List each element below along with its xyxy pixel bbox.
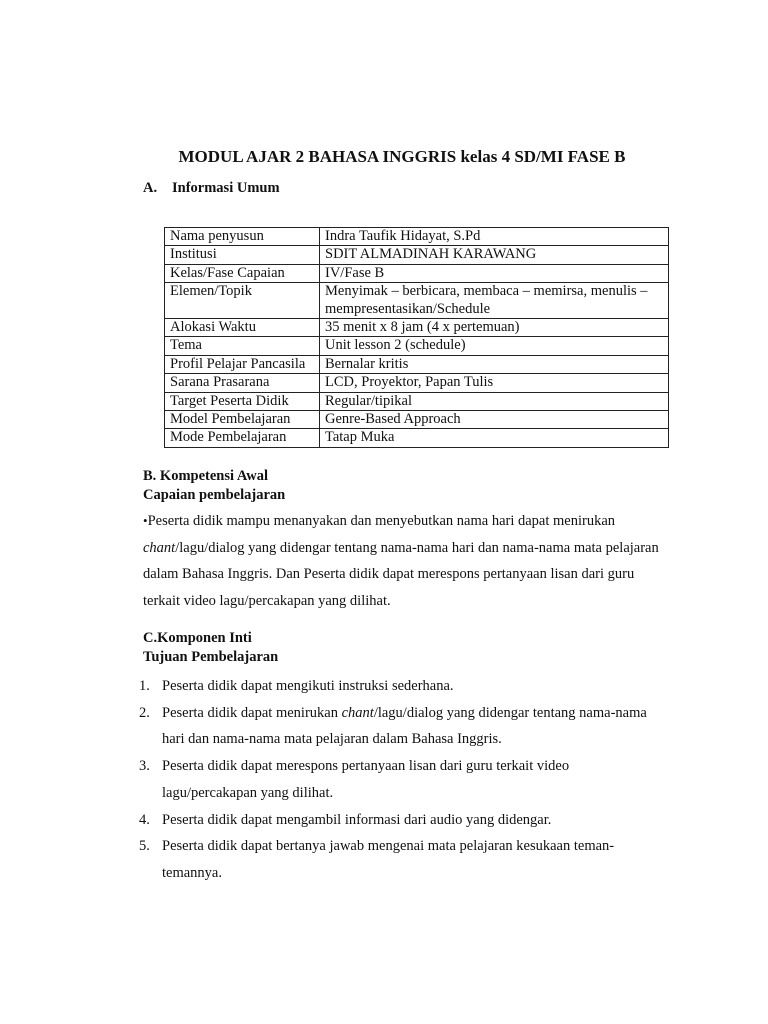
- info-key: Institusi: [165, 246, 320, 264]
- info-value: LCD, Proyektor, Papan Tulis: [320, 374, 669, 392]
- list-item-number: 1.: [139, 678, 150, 694]
- list-item-text: Peserta didik dapat menirukan: [162, 704, 342, 721]
- list-item-text: Peserta didik dapat mengikuti instruksi sederhana.: [162, 678, 454, 694]
- section-c-subheading: Tujuan Pembelajaran: [143, 649, 279, 665]
- list-item: [133, 807, 653, 834]
- info-table: [164, 227, 669, 448]
- info-value: Bernalar kritis: [320, 355, 669, 373]
- section-c-heading: C.Komponen Inti: [143, 630, 252, 646]
- info-value: Indra Taufik Hidayat, S.Pd: [320, 228, 669, 246]
- info-key: Kelas/Fase Capaian: [165, 264, 320, 282]
- list-item-text: Peserta didik dapat bertanya jawab mengenai mata pelajaran kesukaan teman-temannya.: [162, 838, 615, 881]
- document-title: MODUL AJAR 2 BAHASA INGGRIS kelas 4 SD/MI FASE B: [178, 147, 626, 166]
- info-value: SDIT ALMADINAH KARAWANG: [320, 246, 669, 264]
- section-a-number: A.: [143, 180, 158, 196]
- info-value: Unit lesson 2 (schedule): [320, 337, 669, 355]
- info-value: Regular/tipikal: [320, 392, 669, 410]
- info-row: [165, 337, 669, 355]
- info-key: Elemen/Topik: [165, 283, 320, 319]
- list-item-number: 4.: [139, 811, 150, 828]
- list-item-italic: chant: [341, 704, 374, 721]
- goals-list: [133, 673, 653, 887]
- paragraph-italic: chant: [143, 539, 176, 556]
- info-value: IV/Fase B: [320, 264, 669, 282]
- info-value: Menyimak – berbicara, membaca – memirsa, menulis – mempresentasikan/Schedule: [320, 283, 669, 319]
- info-row: [165, 228, 669, 246]
- info-row: [165, 411, 669, 429]
- bullet-marker: •: [143, 513, 148, 528]
- list-item-text: Peserta didik dapat merespons pertanyaan lisan dari guru terkait video lagu/percakapan yang dilihat.: [162, 758, 570, 801]
- info-key: Nama penyusun: [165, 228, 320, 246]
- info-key: Target Peserta Didik: [165, 392, 320, 410]
- list-item: [133, 833, 653, 886]
- info-row: [165, 429, 669, 447]
- list-item-number: 5.: [139, 838, 150, 855]
- list-item: [133, 700, 653, 753]
- section-a-heading: [143, 180, 280, 197]
- info-key: Tema: [165, 337, 320, 355]
- info-value: Genre-Based Approach: [320, 411, 669, 429]
- list-item: [133, 753, 653, 806]
- info-row: [165, 319, 669, 337]
- section-b-paragraph: [143, 508, 673, 614]
- info-row: [165, 392, 669, 410]
- info-key: Profil Pelajar Pancasila: [165, 355, 320, 373]
- paragraph-text-2: /lagu/dialog yang didengar tentang nama-nama hari dan nama-nama mata pelajaran dalam Bahasa Inggris. Dan Peserta didik dapat merespons pertanyaan lisan dari guru terkait video lagu/percakapan yang dilihat.: [143, 539, 659, 609]
- list-item-number: 2.: [139, 704, 150, 721]
- paragraph-text-1: Peserta didik mampu menanyakan dan menyebutkan nama hari dapat menirukan: [147, 513, 616, 529]
- list-item-number: 3.: [139, 758, 150, 775]
- list-item: [133, 673, 653, 700]
- info-row: [165, 374, 669, 392]
- info-row: [165, 283, 669, 319]
- info-row: [165, 355, 669, 373]
- info-row: [165, 264, 669, 282]
- info-key: Model Pembelajaran: [165, 411, 320, 429]
- info-key: Alokasi Waktu: [165, 319, 320, 337]
- info-value: 35 menit x 8 jam (4 x pertemuan): [320, 319, 669, 337]
- info-key: Sarana Prasarana: [165, 374, 320, 392]
- section-b-subheading: Capaian pembelajaran: [143, 487, 286, 503]
- section-b-heading: B. Kompetensi Awal: [143, 468, 268, 484]
- list-item-text: Peserta didik dapat mengambil informasi dari audio yang didengar.: [162, 811, 552, 828]
- list-item-text-cont: /lagu/dialog yang didengar tentang nama-nama hari dan nama-nama mata pelajaran dalam Bahasa Inggris.: [162, 704, 647, 748]
- info-row: [165, 246, 669, 264]
- info-value: Tatap Muka: [320, 429, 669, 447]
- section-a-label: Informasi Umum: [172, 180, 280, 196]
- info-key: Mode Pembelajaran: [165, 429, 320, 447]
